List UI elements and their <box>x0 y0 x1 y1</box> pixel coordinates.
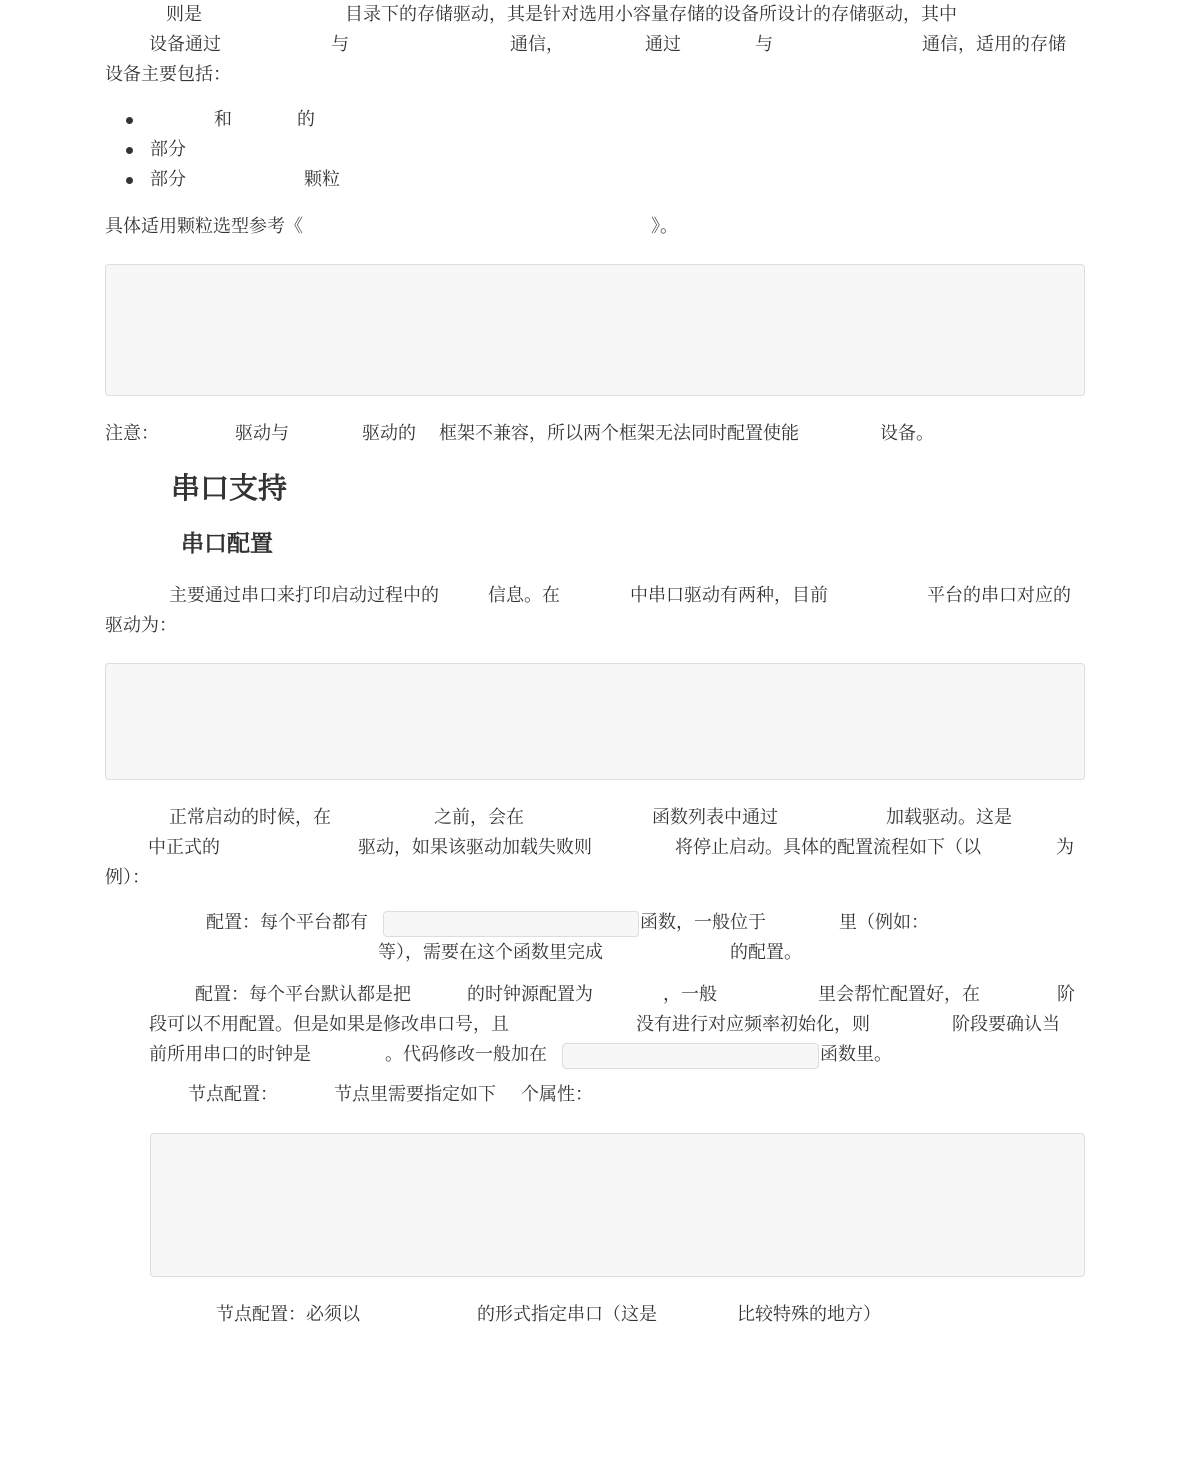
step-node-text: 节点里需要指定如下 <box>334 1084 496 1105</box>
step-clock-text: 没有进行对应频率初始化，则 <box>636 1014 870 1035</box>
step-pinmux-text: 里（例如： <box>839 912 929 933</box>
boot-flow-text: 中正式的 <box>148 837 220 858</box>
storage-intro-text: 则是 <box>166 4 202 25</box>
step-node-text: 节点配置： <box>188 1084 278 1105</box>
list-item-text: 部分 <box>150 139 186 160</box>
step-clock-text: 的时钟源配置为 <box>467 984 593 1005</box>
list-bullet <box>126 177 133 184</box>
list-bullet <box>126 117 133 124</box>
step-pinmux-text: 等），需要在这个函数里完成 <box>378 942 603 963</box>
step-clock-text: 前所用串口的时钟是 <box>149 1044 311 1065</box>
list-item-text: 和 <box>214 109 232 130</box>
step-pinmux-text: 配置：每个平台都有 <box>206 912 368 933</box>
storage-intro-text: 与 <box>755 34 773 55</box>
code-block <box>105 663 1085 780</box>
reference-text: 》。 <box>651 216 678 237</box>
note-text: 驱动的 <box>362 423 416 444</box>
boot-flow-text: 正常启动的时候，在 <box>169 807 331 828</box>
uart-intro-text: 主要通过串口来打印启动过程中的 <box>169 585 439 606</box>
storage-intro-text: 通过 <box>645 34 681 55</box>
storage-intro-text: 设备通过 <box>149 34 221 55</box>
uart-intro-text: 平台的串口对应的 <box>927 585 1071 606</box>
step-clock-text: ，一般 <box>663 984 717 1005</box>
boot-flow-text: 驱动，如果该驱动加载失败则 <box>358 837 592 858</box>
step-node-text: 个属性： <box>521 1084 593 1105</box>
storage-intro-text: 通信，适用的存储 <box>922 34 1066 55</box>
step-pinmux-text: 的配置。 <box>730 942 802 963</box>
storage-intro-text: 目录下的存储驱动，其是针对选用小容量存储的设备所设计的存储驱动，其中 <box>345 4 957 25</box>
code-block <box>150 1133 1085 1277</box>
note-text: 注意： <box>105 423 159 444</box>
boot-flow-text: 为 <box>1056 837 1074 858</box>
step-chosen-text: 的形式指定串口（这是 <box>477 1304 657 1325</box>
subsection-heading: 串口配置 <box>181 530 273 557</box>
step-clock-text: 段可以不用配置。但是如果是修改串口号，且 <box>149 1014 509 1035</box>
list-bullet <box>126 147 133 154</box>
boot-flow-text: 将停止启动。具体的配置流程如下（以 <box>675 837 981 858</box>
reference-text: 具体适用颗粒选型参考《 <box>105 216 303 237</box>
inline-code <box>562 1043 819 1069</box>
note-text: 驱动与 <box>235 423 289 444</box>
boot-flow-text: 函数列表中通过 <box>652 807 778 828</box>
step-clock-text: 。代码修改一般加在 <box>385 1044 547 1065</box>
step-clock-text: 配置：每个平台默认都是把 <box>195 984 411 1005</box>
code-block <box>105 264 1085 396</box>
uart-intro-text: 中串口驱动有两种，目前 <box>630 585 828 606</box>
boot-flow-text: 例）： <box>105 867 150 888</box>
inline-code <box>383 911 639 937</box>
note-text: 框架不兼容，所以两个框架无法同时配置使能 <box>439 423 799 444</box>
step-clock-text: 阶 <box>1057 984 1075 1005</box>
storage-intro-text: 设备主要包括： <box>105 64 231 85</box>
uart-intro-text: 驱动为： <box>105 615 177 636</box>
note-text: 设备。 <box>880 423 934 444</box>
step-clock-text: 函数里。 <box>820 1044 892 1065</box>
storage-intro-text: 与 <box>331 34 349 55</box>
list-item-text: 颗粒 <box>304 169 340 190</box>
step-chosen-text: 节点配置：必须以 <box>216 1304 360 1325</box>
storage-intro-text: 通信， <box>510 34 564 55</box>
list-item-text: 部分 <box>150 169 186 190</box>
uart-intro-text: 信息。在 <box>488 585 560 606</box>
step-clock-text: 里会帮忙配置好，在 <box>818 984 980 1005</box>
step-pinmux-text: 函数，一般位于 <box>640 912 766 933</box>
boot-flow-text: 之前，会在 <box>434 807 524 828</box>
step-chosen-text: 比较特殊的地方） <box>737 1304 881 1325</box>
boot-flow-text: 加载驱动。这是 <box>886 807 1012 828</box>
list-item-text: 的 <box>297 109 315 130</box>
section-heading: 串口支持 <box>171 471 288 505</box>
step-clock-text: 阶段要确认当 <box>952 1014 1060 1035</box>
